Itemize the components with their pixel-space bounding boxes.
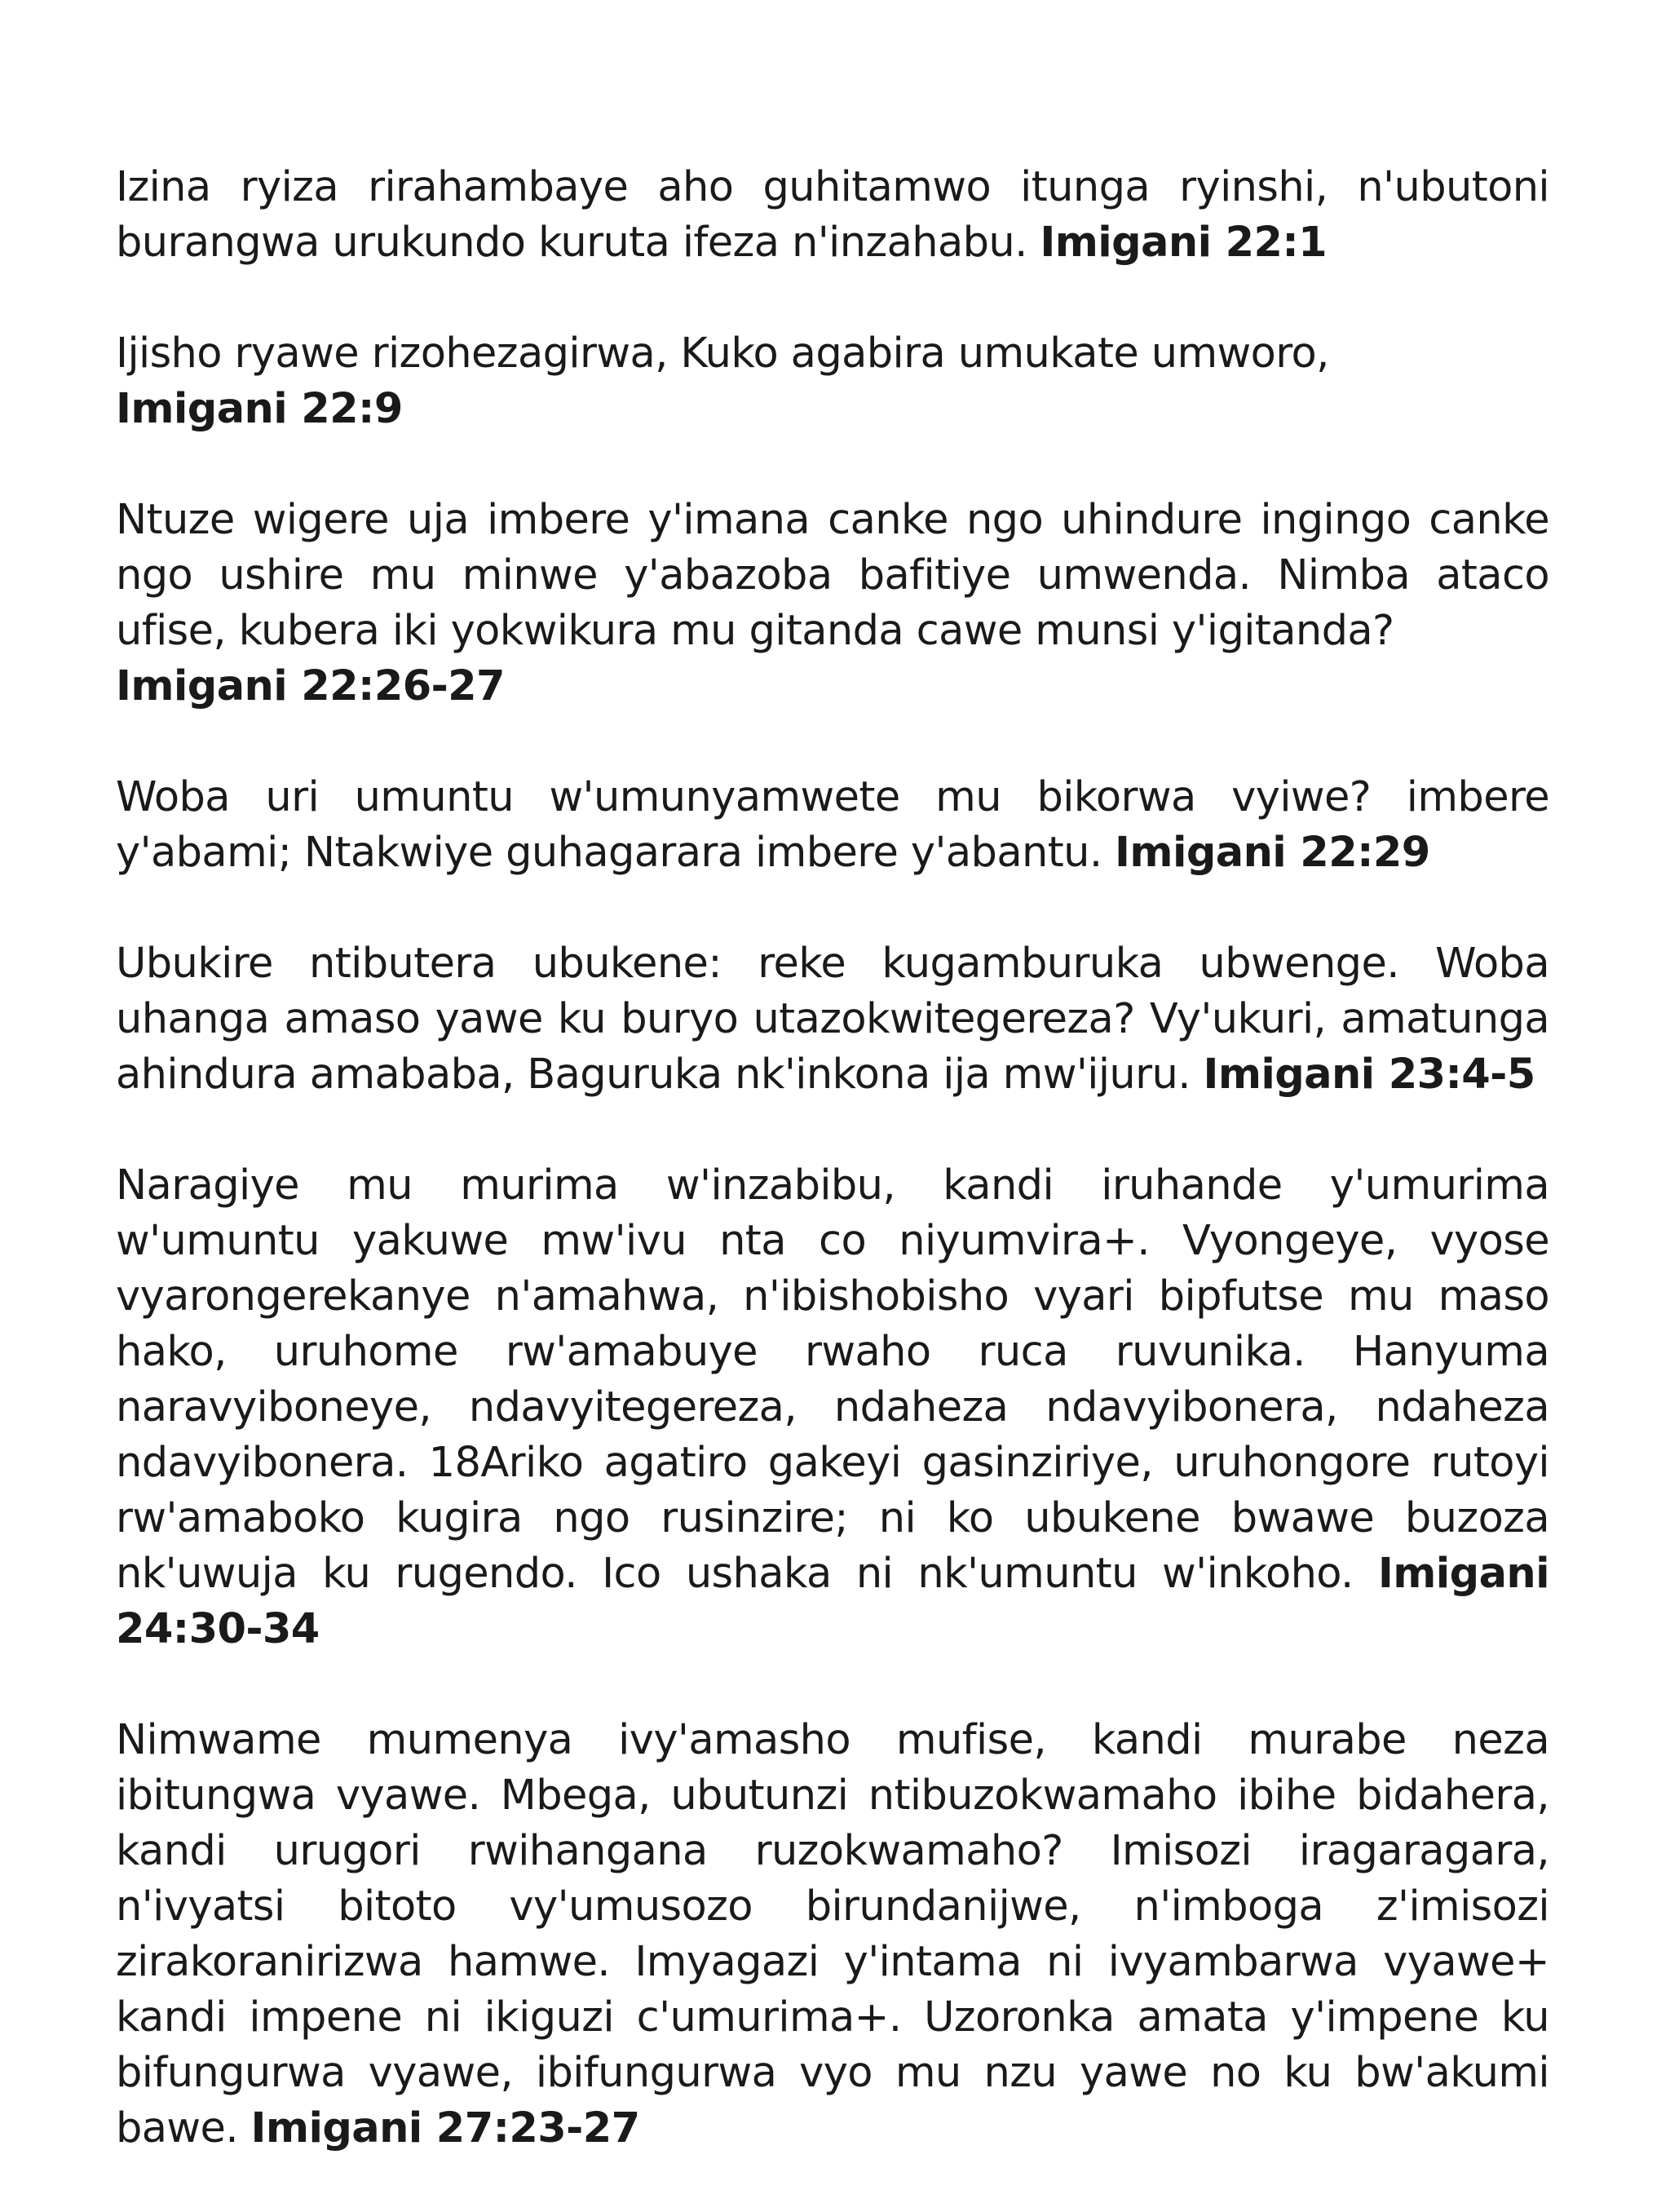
verse-reference: Imigani 22:29 — [1115, 829, 1430, 877]
verse-text: Ubukire ntibutera ubukene: reke kugamburuka ubwenge. Woba uhanga amaso yawe ku buryo utazokwitegereza? Vy'ukuri, amatunga ahindura amababa, Baguruka nk'inkona ija mw'ijuru. — [116, 940, 1549, 1099]
verse-paragraph — [116, 326, 1549, 437]
verse-reference: Imigani 22:9 — [116, 385, 403, 433]
verse-reference: Imigani 22:1 — [1040, 219, 1328, 267]
verse-text: Ntuze wigere uja imbere y'imana canke ngo uhindure ingingo canke ngo ushire mu minwe y'abazoba bafitiye umwenda. Nimba ataco ufise, kubera iki yokwikura mu gitanda cawe munsi y'igitanda? — [116, 496, 1549, 655]
verse-text: Woba uri umuntu w'umunyamwete mu bikorwa vyiwe? imbere y'abami; Ntakwiye guhagarara imbere y'abantu. — [116, 773, 1549, 877]
document-page — [116, 160, 1549, 2212]
verse-paragraph — [116, 1713, 1549, 2157]
verse-reference: Imigani 24:30-34 — [116, 1550, 1549, 1653]
verse-paragraph — [116, 1158, 1549, 1657]
verse-paragraph — [116, 936, 1549, 1103]
verse-paragraph — [116, 160, 1549, 271]
verse-text: Izina ryiza rirahambaye aho guhitamwo itunga ryinshi, n'ubutoni burangwa urukundo kuruta ifeza n'inzahabu. — [116, 163, 1549, 267]
verse-paragraph — [116, 770, 1549, 881]
verse-reference: Imigani 22:26-27 — [116, 662, 505, 710]
verse-reference: Imigani 23:4-5 — [1203, 1051, 1535, 1099]
verse-reference: Imigani 27:23-27 — [250, 2104, 640, 2152]
verse-text: Ijisho ryawe rizohezagirwa, Kuko agabira umukate umworo, — [116, 330, 1329, 378]
verse-text: Naragiye mu murima w'inzabibu, kandi iruhande y'umurima w'umuntu yakuwe mw'ivu nta co niyumvira+. Vyongeyе, vyose vyarongerekanye n'amahwa, n'ibishobisho vyari bipfutse mu maso hako, uruhome rw'amabuye rwaho ruca ruvunika. Hanyuma naravyiboneye, ndavyitegereza, ndaheza ndavyibonera, ndaheza ndavyibonera. 18Ariko agatiro gakeyi gasinziriye, uruhongore rutoyi rw'amaboko kugira ngo rusinzire; ni ko ubukene bwawe buzoza nk'uwuja ku rugendo. Ico ushaka ni nk'umuntu w'inkoho. — [116, 1161, 1549, 1598]
verse-text: Nimwame mumenya ivy'amasho mufise, kandi murabe neza ibitungwa vyawe. Mbega, ubutunzi ntibuzokwamaho ibihe bidahera, kandi urugori rwihangana ruzokwamaho? Imisozi iragaragara, n'ivyatsi bitoto vy'umusozo birundanijwe, n'imboga z'imisozi zirakoranirizwa hamwe. Imyagazi y'intama ni ivyambarwa vyawe+ kandi impene ni ikiguzi c'umurima+. Uzoronka amata y'impene ku bifungurwa vyawe, ibifungurwa vyo mu nzu yawe no ku bw'akumi bawe. — [116, 1716, 1549, 2152]
verse-paragraph — [116, 493, 1549, 714]
